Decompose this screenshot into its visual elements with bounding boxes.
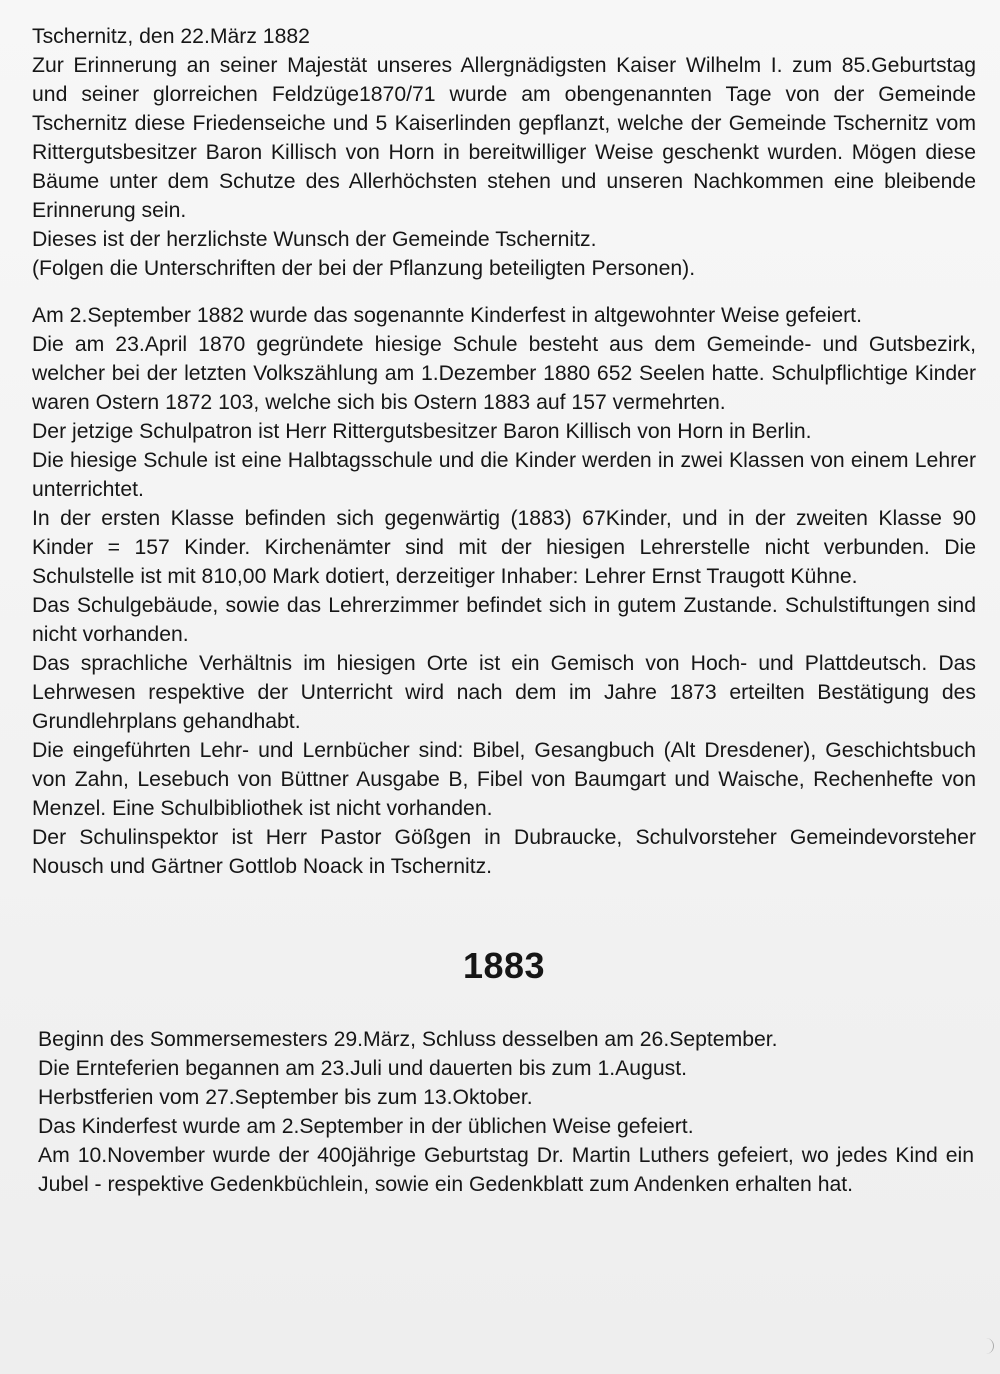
page-corner-mark — [983, 1338, 994, 1354]
section-school-info — [32, 301, 976, 881]
paragraph-half-day-school: Die hiesige Schule ist eine Halbtagsschule und die Kinder werden in zwei Klassen von einem Lehrer unterrichtet. — [32, 449, 976, 501]
paragraph-harvest-holidays: Die Ernteferien begannen am 23.Juli und dauerten bis zum 1.August. — [38, 1057, 687, 1080]
paragraph-signatures-note: (Folgen die Unterschriften der bei der Pflanzung beteiligten Personen). — [32, 257, 696, 280]
paragraph-language: Das sprachliche Verhältnis im hiesigen Orte ist ein Gemisch von Hoch- und Plattdeutsch. Das Lehrwesen respektive der Unterricht wird nach dem im Jahre 1873 erteilten Bestätigung des Grundlehrplans gehandhabt. — [32, 652, 976, 733]
paragraph-summer-semester: Beginn des Sommersemesters 29.März, Schluss desselben am 26.September. — [38, 1028, 778, 1051]
paragraph-luther-birthday: Am 10.November wurde der 400jährige Geburtstag Dr. Martin Luthers gefeiert, wo jedes Kind ein Jubel - respektive Gedenkbüchlein, sowie ein Gedenkblatt zum Andenken erhalten hat. — [38, 1144, 974, 1196]
year-heading: 1883 — [462, 945, 546, 986]
paragraph-school-patron: Der jetzige Schulpatron ist Herr Rittergutsbesitzer Baron Killisch von Horn in Berlin. — [32, 420, 812, 443]
paragraph-inspector: Der Schulinspektor ist Herr Pastor Gößgen in Dubraucke, Schulvorsteher Gemeindevorsteher Nousch und Gärtner Gottlob Noack in Tschernitz. — [32, 826, 976, 878]
paragraph-autumn-holidays: Herbstferien vom 27.September bis zum 13.Oktober. — [38, 1086, 533, 1109]
paragraph-tree-planting: Zur Erinnerung an seiner Majestät unseres Allergnädigsten Kaiser Wilhelm I. zum 85.Geburtstag und seiner glorreichen Feldzüge1870/71 wurde am obengenannten Tage von der Gemeinde Tschernitz diese Friedenseiche und 5 Kaiserlinden gepflanzt, welche der Gemeinde Tschernitz vom Rittergutsbesitzer Baron Killisch von Horn in bereitwilliger Weise geschenkt wurden. Mögen diese Bäume unter dem Schutze des Allerhöchsten stehen und unseren Nachkommen eine bleibende Erinnerung sein. — [32, 54, 976, 222]
date-line: Tschernitz, den 22.März 1882 — [32, 25, 310, 48]
paragraph-textbooks: Die eingeführten Lehr- und Lernbücher sind: Bibel, Gesangbuch (Alt Dresdener), Geschichtsbuch von Zahn, Lesebuch von Büttner Ausgabe B, Fibel von Baumgart und Waische, Rechenhefte von Menzel. Eine Schulbibliothek ist nicht vorhanden. — [32, 739, 976, 820]
section-1882-trees — [32, 22, 976, 283]
paragraph-kinderfest-1882: Am 2.September 1882 wurde das sogenannte Kinderfest in altgewohnter Weise gefeiert. — [32, 304, 862, 327]
paragraph-school-building: Das Schulgebäude, sowie das Lehrerzimmer befindet sich in gutem Zustande. Schulstiftungen sind nicht vorhanden. — [32, 594, 976, 646]
paragraph-kinderfest-1883: Das Kinderfest wurde am 2.September in der üblichen Weise gefeiert. — [38, 1115, 694, 1138]
paragraph-school-founding: Die am 23.April 1870 gegründete hiesige Schule besteht aus dem Gemeinde- und Gutsbezirk, welcher bei der letzten Volkszählung am 1.Dezember 1880 652 Seelen hatte. Schulpflichtige Kinder waren Ostern 1872 103, welche sich bis Ostern 1883 auf 157 vermehrten. — [32, 333, 976, 414]
section-1883 — [32, 1025, 976, 1199]
section-gap — [32, 283, 976, 301]
paragraph-classes: In der ersten Klasse befinden sich gegenwärtig (1883) 67Kinder, und in der zweiten Klasse 90 Kinder = 157 Kinder. Kirchenämter sind mit der hiesigen Lehrerstelle nicht verbunden. Die Schulstelle ist mit 810,00 Mark dotiert, derzeitiger Inhaber: Lehrer Ernst Traugott Kühne. — [32, 507, 976, 588]
paragraph-wish: Dieses ist der herzlichste Wunsch der Gemeinde Tschernitz. — [32, 228, 597, 251]
